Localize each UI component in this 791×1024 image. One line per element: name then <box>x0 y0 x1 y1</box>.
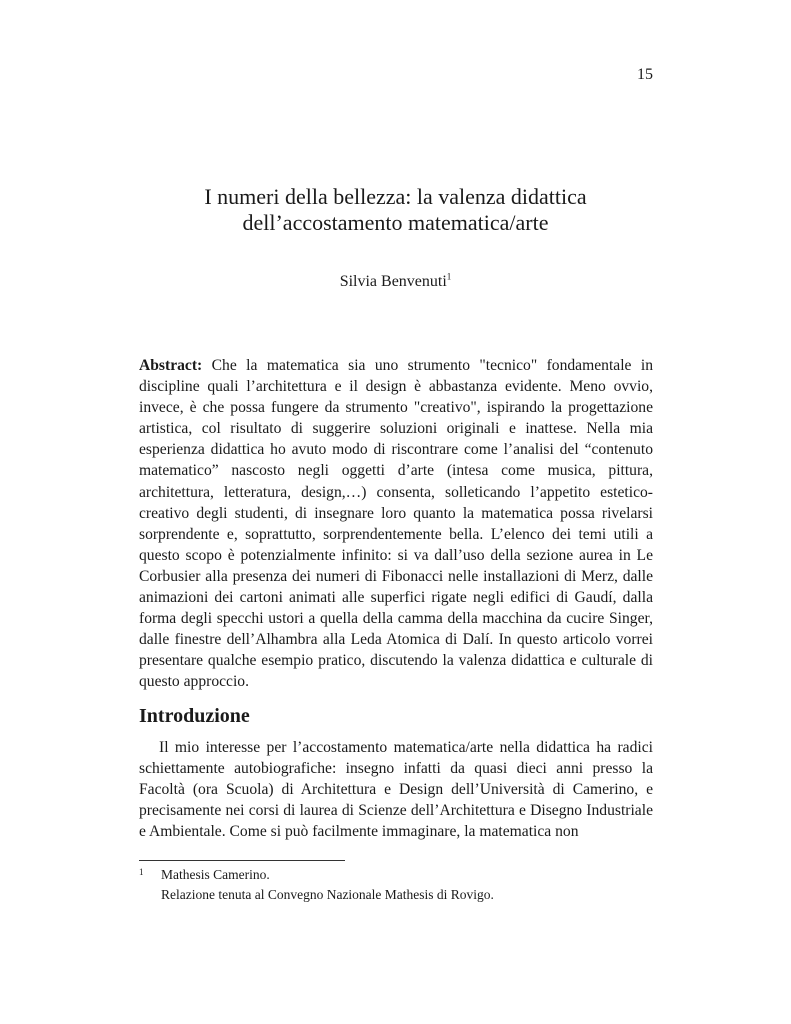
author-footnote-ref: 1 <box>446 271 452 282</box>
abstract <box>139 355 653 693</box>
abstract-label: Abstract: <box>139 357 203 374</box>
paper-title <box>0 184 791 236</box>
title-line-1: I numeri della bellezza: la valenza didattica <box>204 184 587 209</box>
footnote-line-2: Relazione tenuta al Convegno Nazionale Mathesis di Rovigo. <box>161 887 494 902</box>
author <box>0 272 791 292</box>
author-name: Silvia Benvenuti <box>339 273 447 290</box>
title-line-2: dell’accostamento matematica/arte <box>242 210 549 235</box>
footnote-mark: 1 <box>139 867 144 877</box>
section-body: Il mio interesse per l’accostamento matematica/arte nella didattica ha radici schiettamente autobiografiche: insegno infatti da quasi dieci anni presso la Facoltà (ora Scuola) di Architettura e Design dell’Università di Camerino, e precisamente nei corsi di laurea di Scienze dell’Architettura e Disegno Industriale e Ambientale. Come si può facilmente immaginare, la matematica non <box>139 739 653 841</box>
footnote-line-1: Mathesis Camerino. <box>161 867 270 882</box>
footnote-text <box>161 865 494 905</box>
abstract-text: Che la matematica sia uno strumento "tecnico" fondamentale in discipline quali l’architettura e il design è abbastanza evidente. Meno ovvio, invece, è che possa fungere da strumento "creativo", ispirando la progettazione artistica, col risultato di suggerire soluzioni originali e inattese. Nella mia esperienza didattica ho avuto modo di riscontrare come l’analisi del “contenuto matematico” nascosto negli oggetti d’arte (intesa come musica, pittura, architettura, letteratura, design,…) consenta, solleticando l’appetito estetico-creativo degli studenti, di insegnare loro quanto la matematica possa rivelarsi sorprendente e, soprattutto, sorprendentemente bella. L’elenco dei temi utili a questo scopo è potenzialmente infinito: si va dall’uso della sezione aurea in Le Corbusier alla presenza dei numeri di Fibonacci nelle installazioni di Merz, dalle animazioni dei cartoni animati alle superfici rigate negli edifici di Gaudí, dalla forma degli specchi ustori a quella della camma della macchina da cucire Singer, dalle finestre dell’Alhambra alla Leda Atomica di Dalí. In questo articolo vorrei presentare qualche esempio pratico, discutendo la valenza didattica e culturale di questo approccio. <box>139 357 653 691</box>
page-number: 15 <box>637 66 653 83</box>
footnotes <box>139 865 653 905</box>
footnote-divider <box>139 860 345 861</box>
footnote-1 <box>139 865 653 905</box>
section-heading: Introduzione <box>139 705 250 727</box>
